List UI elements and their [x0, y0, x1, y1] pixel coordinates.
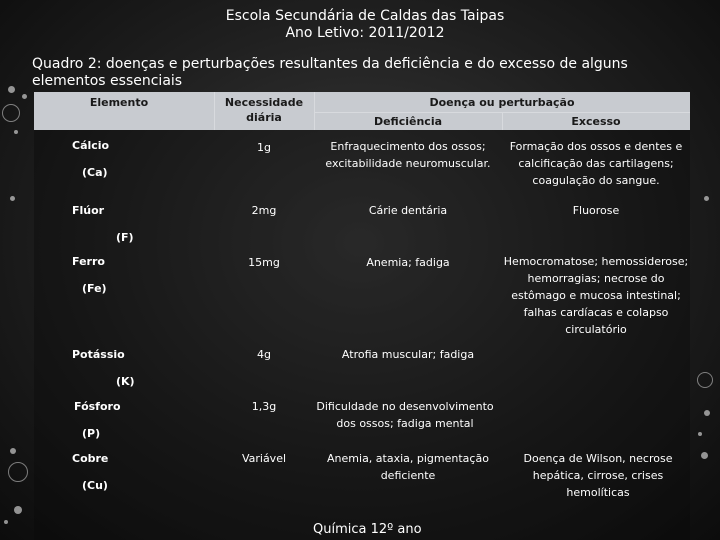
bubble-dot: [14, 506, 22, 514]
bubble-dot: [14, 130, 18, 134]
cell-element: Cálcio: [72, 139, 110, 152]
cell-excess: Fluorose: [572, 204, 620, 217]
bubble-ring: [697, 372, 713, 388]
cell-deficiency: Enfraquecimento dos ossos; excitabilidade neuromuscular.: [325, 140, 491, 170]
bubble-dot: [704, 410, 710, 416]
cell-need: 1g: [257, 141, 271, 154]
bubble-dot: [22, 94, 27, 99]
cell-excess: Hemocromatose; hemossiderose; hemorragias; necrose do estômago e mucosa intestinal; falhas cardíacas e colapso circulatório: [503, 255, 689, 336]
header-excess: Excesso: [571, 115, 621, 128]
bubble-ring: [8, 462, 28, 482]
school-year: Ano Letivo: 2011/2012: [285, 25, 445, 41]
cell-deficiency: Anemia; fadiga: [366, 256, 450, 269]
bubble-dot: [8, 86, 15, 93]
cell-element: Flúor: [72, 204, 105, 217]
cell-element: Ferro: [72, 255, 105, 268]
school-name: Escola Secundária de Caldas das Taipas: [225, 8, 505, 24]
table-caption: Quadro 2: doenças e perturbações resultantes da deficiência e do excesso de alguns elementos essenciais: [32, 56, 628, 89]
school-header: [0, 8, 720, 42]
bubble-dot: [10, 448, 16, 454]
bubble-dot: [698, 432, 702, 436]
cell-symbol: (K): [116, 375, 135, 388]
header-divider: [214, 92, 215, 130]
bubble-dot: [704, 196, 709, 201]
bubble-dot: [10, 196, 15, 201]
cell-symbol: (Cu): [82, 479, 108, 492]
bubble-dot: [4, 520, 8, 524]
cell-deficiency: Dificuldade no desenvolvimento dos ossos; fadiga mental: [316, 400, 494, 430]
cell-need: Variável: [241, 452, 287, 465]
cell-need: 2mg: [251, 204, 277, 217]
cell-element: Fósforo: [74, 400, 121, 413]
cell-element: Potássio: [72, 348, 125, 361]
header-deficiency: Deficiência: [373, 115, 443, 128]
cell-symbol: (Fe): [82, 282, 107, 295]
cell-symbol: (Ca): [82, 166, 108, 179]
cell-deficiency: Anemia, ataxia, pigmentação deficiente: [327, 452, 489, 482]
elements-table: [34, 92, 690, 540]
bubble-ring: [2, 104, 20, 122]
bubble-dot: [701, 452, 708, 459]
cell-element: Cobre: [72, 452, 109, 465]
cell-need: 1,3g: [251, 400, 277, 413]
header-divider-horizontal: [314, 112, 690, 113]
header-need: Necessidade diária: [224, 96, 304, 124]
cell-symbol: (F): [116, 231, 134, 244]
cell-excess: Doença de Wilson, necrose hepática, cirrose, crises hemolíticas: [523, 452, 673, 499]
cell-symbol: (P): [82, 427, 101, 440]
footer-subject: Química 12º ano: [313, 522, 422, 537]
cell-deficiency: Cárie dentária: [368, 204, 448, 217]
cell-deficiency: Atrofia muscular; fadiga: [341, 348, 475, 361]
header-disease: Doença ou perturbação: [429, 96, 575, 109]
cell-need: 4g: [257, 348, 271, 361]
cell-need: 15mg: [248, 256, 280, 269]
cell-excess: Formação dos ossos e dentes e calcificação das cartilagens; coagulação do sangue.: [509, 140, 683, 187]
header-element: Elemento: [89, 96, 149, 109]
